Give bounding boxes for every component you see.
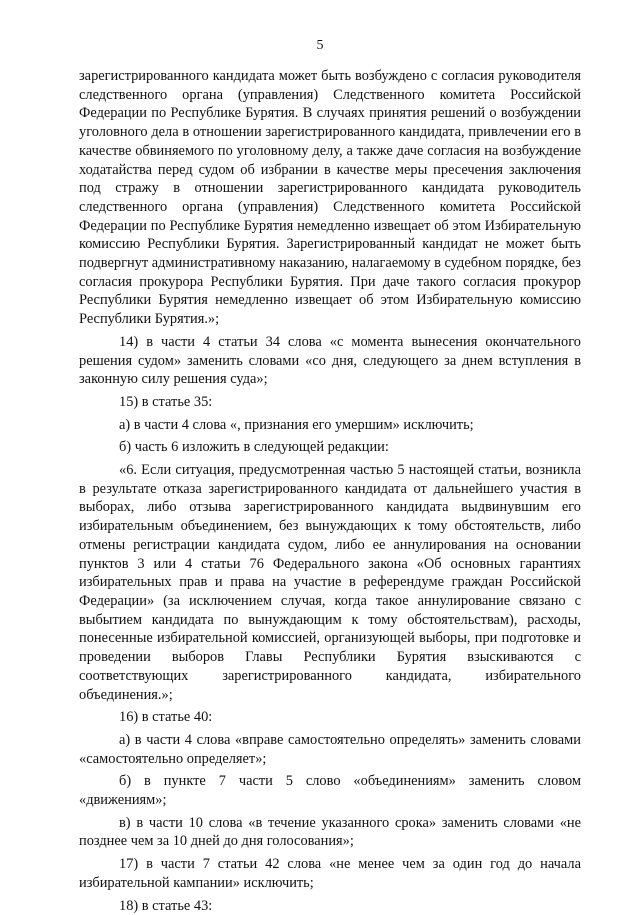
- paragraph-item-16v: в) в части 10 слова «в течение указанного срока» заменить словами «не позднее чем за 10 дней до дня голосования»;: [79, 814, 581, 850]
- paragraph-item-16: 16) в статье 40:: [119, 709, 213, 726]
- paragraph-item-15b: б) часть 6 изложить в следующей редакции:: [119, 439, 389, 456]
- paragraph-item-16b: б) в пункте 7 части 5 слово «объединениям» заменить словом «движениям»;: [79, 773, 581, 809]
- paragraph-item-18: 18) в статье 43:: [119, 897, 213, 914]
- paragraph-part-6-text: «6. Если ситуация, предусмотренная частью 5 настоящей статьи, возникла в результате отказа зарегистрированного кандидата от дальнейшего участия в выборах, либо отзыва зарегистрированного кандидата выдвинувшим его избирательным объединением, без вынуждающих к тому обстоятельств, либо отмены регистрации кандидата судом, либо ее аннулирования на основании пунктов 3 или 4 статьи 76 Федерального закона «Об основных гарантиях избирательных прав и права на участие в референдуме граждан Российской Федерации» (за исключением случая, когда такое аннулирование связано с выбытием кандидата по вынуждающим к тому обстоятельствам), расходы, понесенные избирательной комиссией, организующей выборы, при подготовке и проведении выборов Главы Республики Бурятия взыскиваются с соответствующих зарегистрированного кандидата, избирательного объединения.»;: [79, 462, 581, 703]
- paragraph-continuation: зарегистрированного кандидата может быть возбуждено с согласия руководителя следственного органа (управления) Следственного комитета Российской Федерации по Республике Бурятия. В случаях принятия решений о возбуждении уголовного дела в отношении зарегистрированного кандидата, привлечении его в качестве обвиняемого по уголовному делу, а также даче согласия на возбуждение ходатайства перед судом об избрании в качестве меры пресечения заключения под стражу в отношении зарегистрированного кандидата руководитель следственного органа (управления) Следственного комитета Российской Федерации по Республике Бурятия немедленно извещает об этом Избирательную комиссию Республики Бурятия. Зарегистрированный кандидат не может быть подвергнут административному наказанию, налагаемому в судебном порядке, без согласия прокурора Республики Бурятия. При даче такого согласия прокурор Республики Бурятия немедленно извещает об этом Избирательную комиссию Республики Бурятия.»;: [79, 68, 581, 328]
- document-body: [79, 67, 581, 915]
- page-number: 5: [316, 38, 324, 53]
- paragraph-item-15: 15) в статье 35:: [119, 393, 213, 410]
- paragraph-item-14: 14) в части 4 статьи 34 слова «с момента вынесения окончательного решения судом» заменить словами «со дня, следующего за днем вступления в законную силу решения суда»;: [79, 333, 581, 388]
- paragraph-item-15a: а) в части 4 слова «, признания его умершим» исключить;: [119, 416, 474, 433]
- paragraph-item-16a: а) в части 4 слова «вправе самостоятельно определять» заменить словами «самостоятельно определяет»;: [79, 731, 581, 767]
- paragraph-item-17: 17) в части 7 статьи 42 слова «не менее чем за один год до начала избирательной кампании» исключить;: [79, 856, 581, 891]
